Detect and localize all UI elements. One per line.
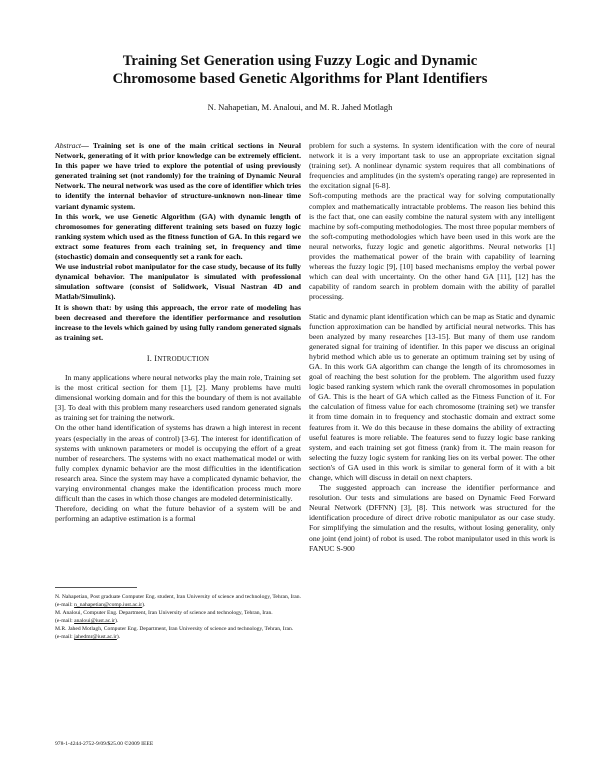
footnote-rule [55, 587, 137, 588]
paper-title [0, 52, 600, 88]
author-list: N. Nahapetian, M. Analoui, and M. R. Jahed Motlagh [207, 102, 393, 112]
section-numeral: I. [146, 353, 153, 363]
intro-paragraph-1: In many applications where neural networks play the main role, Training set is the most critical section for them [1], [2]. Many problems have multi dimensional working domain and for this the boundary of them is not available [3]. To deal with this problem many researchers used random generated signals as training set for training the network. [55, 372, 301, 423]
abstract [55, 141, 301, 343]
abstract-paragraph-2: In this work, we use Genetic Algorithm (GA) with dynamic length of chromosomes for generating different training sets based on fuzzy logic ranking system which used as the fitness function of GA. In this regard we extract some features from each training set, in frequency and time (stochastic) domain and consequently set a rank for each. [55, 211, 301, 262]
paragraph-gap [309, 303, 555, 312]
section-heading-introduction [55, 354, 301, 365]
section-initial: I [154, 353, 158, 363]
right-paragraph-4: The suggested approach can increase the identifier performance and resolution. Our tests and simulations are based on Dynamic Feed Forward Neural Network (DFFNN) [3], [8]. This network was structured for the identification procedure of direct drive robotic manipulator as our case study. For simplifying the simulation and the results, without losing generality, only one joint (end joint) of robot is used. The robot manipulator used in this work is FANUC S-900 [309, 483, 555, 553]
intro-paragraph-2: On the other hand identification of systems has drawn a high interest in recent years (especially in the areas of control) [3-6]. The interest for identification of systems with unknown parameters or model is occupying the effort of a great number of researchers. The systems with no exact mathematical model or with fully complex dynamic behavior are the most difficulties in the identification research area. Since the system may have a complicated dynamic behavior, the varying environmental changes make the identification process much more difficult than the cases in which those changes are modeled deterministically. [55, 423, 301, 504]
right-paragraph-1: problem for such a systems. In system identification with the core of neural network it is a very important task to use an appropriate excitation signal (training set). A nonlinear dynamic system requires that all combinations of frequencies and amplitudes (in the system's operating range) are represented in the excitation signal [6-8]. [309, 141, 555, 191]
footnote-1: N. Nahapetian, Post graduate Computer Eng. student, Iran University of science and technology, Tehran, Iran. [55, 594, 301, 600]
footnote-3: M.R. Jahed Motlagh, Computer Eng. Department, Iran University of science and technology, Tehran, Iran. [55, 626, 294, 633]
email-link-3[interactable]: jahedmr@iust.ac.ir [74, 634, 117, 641]
abstract-label: Abstract [55, 141, 82, 150]
right-paragraph-2: Soft-computing methods are the practical way for solving computationally complex and mathematically intractable problems. The reason lies behind this is the fact that, one can easily combine the natural system with any intelligent machine by soft-computing methodologies. The most three popular members of the soft-computing methodologies which have been used in this work are the neural networks, fuzzy logic and genetic algorithms. Neural networks [1] provides the mathematical power of the brain with capability of learning whereas the fuzzy logic [9], [10] based mechanisms employ the verbal power which can deal with uncertainty. On the other hand GA [11], [12] has the capability of random search in problem domain with the ability of parallel processing. [309, 191, 555, 302]
copyright-notice: 978-1-4244-2752-9/09/$25.00 ©2009 IEEE [55, 741, 154, 747]
right-column [309, 141, 555, 554]
footnote-2-email-line: (e-mail: analoui@iust.ac.ir). [55, 618, 119, 625]
intro-paragraph-3: Therefore, deciding on what the future behavior of a system will be and performing an adaptive estimation is a formal [55, 504, 301, 524]
left-column [55, 141, 301, 524]
email-link-1[interactable]: n_nahapetian@comp.iust.ac.ir [74, 602, 143, 609]
title-line-1: Training Set Generation using Fuzzy Logic and Dynamic [122, 53, 478, 69]
email-link-2[interactable]: analoui@iust.ac.ir [74, 618, 115, 625]
abstract-paragraph-1 [55, 141, 301, 212]
title-line-2: Chromosome based Genetic Algorithms for Plant Identifiers [112, 71, 488, 87]
footnote-1-email-line: (e-mail: n_nahapetian@comp.iust.ac.ir). [55, 602, 146, 609]
section-title-rest: NTRODUCTION [157, 355, 210, 363]
footnote-3-email-line: (e-mail: jahedmr@iust.ac.ir). [55, 634, 121, 641]
abstract-paragraph-4: It is shown that: by using this approach, the error rate of modeling has been decreased and therefore the identifier performance and resolution increase to the levels which gained by using fully random generated signals as training set. [55, 302, 301, 342]
introduction-body [55, 373, 301, 524]
footnote-2: M. Analoui, Computer Eng. Department, Iran University of science and technology, Tehran, Iran. [55, 610, 273, 617]
abstract-paragraph-3: We use industrial robot manipulator for the case study, because of its fully dynamical behavior. The manipulator is simulated with professional simulation software (consist of Solidwork, Visual Nastran 4D and Matlab/Simulink). [55, 262, 301, 302]
author-footnotes [55, 593, 301, 642]
abstract-text-1: — Training set is one of the main critical sections in Neural Network, generating of it with prior knowledge can be extremely efficient. In this paper we have tried to explore the potential of using previously generated training set (not randomly) for the training of Dynamic Neural Network. The neural network was used as the core of identifier which tries to identify the internal behavior of structure-unknown non-linear time variant dynamic system. [55, 141, 301, 211]
right-paragraph-3: Static and dynamic plant identification which can be map as Static and dynamic function approximation can be handled by artificial neural networks. This has been analyzed by many researches [13-15]. But many of them use random generated signal for training of identifier. In this paper we discuss an original hybrid method which able us to generate an optimum training set by using of GA. In this work GA algorithm can change the length of its chromosomes in goal of reaching the best solution for the problem. The algorithm used fuzzy logic based ranking system which rank the overall chromosomes in population of GA. This is the heart of GA which called as the Fitness Function of it. For the calculation of fitness value for each chromosome (training set) we transfer it from time domain in to frequency and stochastic domain and extract some features from it. We do this because in these domains the ability of extracting useful features is more reliable. The features send to fuzzy logic base ranking system, and each training set got fitness (rank) from it. The main reason for selecting the fuzzy logic system for ranking lies on its verbal power. The other section's of GA used in this work is similar to general form of it with a bit change, which will discuss in detail on next chapters. [309, 311, 555, 482]
